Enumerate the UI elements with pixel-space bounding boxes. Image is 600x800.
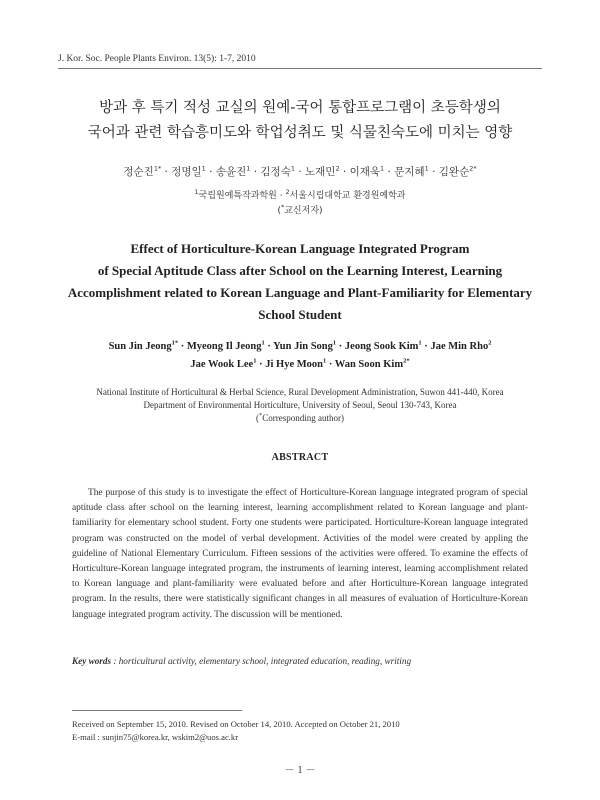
affil-inst: 국립원예특작과학원 ·: [198, 191, 286, 201]
english-title-line: Effect of Horticulture-Korean Language Integrated Program: [130, 241, 470, 256]
keywords: [72, 656, 540, 666]
author-affiliation-mark: 1: [246, 164, 251, 173]
email-addresses: E-mail : sunjin75@korea.kr, wskim2@uos.ac.kr: [72, 732, 239, 742]
author-name: 노재민: [305, 166, 336, 178]
author-separator: ·: [178, 341, 187, 352]
author-separator: ·: [384, 166, 395, 178]
author-name: Ji Hye Moon: [265, 359, 323, 370]
affiliation-line: Department of Environmental Horticulture, University of Seoul, Seoul 130-743, Korea: [143, 400, 457, 410]
author-name: Yun Jin Song: [273, 341, 333, 352]
author-name: Sun Jin Jeong: [108, 341, 172, 352]
english-authors: [40, 338, 560, 374]
corr-text: 교신저자: [284, 206, 320, 216]
korean-title-line: 국어과 관련 학습흥미도와 학업성취도 및 식물친숙도에 미치는 영향: [87, 125, 513, 141]
affil-sup: *: [259, 412, 263, 419]
received-dates: Received on September 15, 2010. Revised on October 14, 2010. Accepted on October 21, 2010: [72, 719, 400, 729]
affil-sup: *: [280, 203, 285, 211]
author-affiliation-mark: 1: [322, 357, 327, 365]
corr-text: Corresponding author: [262, 413, 341, 423]
author-affiliation-mark: 1: [332, 339, 337, 347]
affil-sup: 2: [285, 188, 290, 196]
author-name: Wan Soon Kim: [334, 359, 404, 370]
english-authors-line: [40, 338, 560, 356]
author-name: 김정숙: [260, 166, 291, 178]
korean-affiliation: [40, 189, 560, 219]
author-separator: ·: [326, 359, 335, 370]
english-title-line: of Special Aptitude Class after School on the Learning Interest, Learning: [97, 263, 503, 278]
affil-sup: 1: [194, 188, 199, 196]
english-title: [50, 238, 550, 326]
author-name: Jeong Sook Kim: [344, 341, 419, 352]
author-affiliation-mark: 1: [201, 164, 206, 173]
author-affiliation-mark: 1: [418, 339, 422, 347]
author-name: Jae Wook Lee: [190, 359, 254, 370]
author-affiliation-mark: 1*: [153, 164, 162, 173]
author-affiliation-mark: 1: [290, 164, 295, 173]
author-affiliation-mark: 2: [335, 164, 340, 173]
author-separator: ·: [256, 359, 266, 370]
author-separator: ·: [294, 166, 305, 178]
author-name: 이재욱: [349, 166, 381, 178]
journal-citation: J. Kor. Soc. People Plants Environ. 13(5): 1-7, 2010: [58, 54, 256, 64]
author-name: Myeong Il Jeong: [186, 341, 262, 352]
abstract-heading: ABSTRACT: [271, 452, 329, 463]
author-separator: ·: [161, 166, 172, 178]
footnote-rule: [72, 710, 242, 711]
author-separator: ·: [421, 341, 431, 352]
author-separator: ·: [339, 166, 350, 178]
author-name: 정순진: [123, 166, 154, 178]
korean-title-line: 방과 후 특기 적성 교실의 원예-국어 통합프로그램이 초등학생의: [99, 100, 501, 116]
author-name: 정명일: [171, 166, 202, 178]
english-title-line: School Student: [258, 307, 342, 322]
author-affiliation-mark: 1*: [171, 339, 179, 347]
korean-affiliation-institutions: [40, 189, 560, 204]
header-rule: [58, 68, 542, 69]
keywords-text: : horticultural activity, elementary school, integrated education, reading, writing: [111, 656, 412, 666]
english-affiliation: [40, 386, 560, 425]
author-separator: ·: [336, 341, 345, 352]
author-affiliation-mark: 1: [380, 164, 385, 173]
affiliation-line: National Institute of Horticultural & Herbal Science, Rural Development Administration, Suwon 441-440, Korea: [96, 387, 504, 397]
author-affiliation-mark: 2*: [403, 357, 410, 365]
english-corresponding-note: (*Corresponding author): [256, 412, 344, 423]
author-name: Jae Min Rho: [430, 341, 489, 352]
footnote: [72, 718, 540, 744]
author-name: 문지혜: [394, 166, 425, 178]
author-affiliation-mark: 2: [488, 339, 492, 347]
author-affiliation-mark: 2*: [469, 164, 477, 173]
english-authors-line: [40, 356, 560, 374]
author-affiliation-mark: 1: [261, 339, 265, 347]
page-number: － 1 －: [284, 765, 316, 776]
author-separator: ·: [264, 341, 274, 352]
korean-title: [40, 96, 560, 146]
author-affiliation-mark: 1: [424, 164, 429, 173]
author-separator: ·: [205, 166, 216, 178]
korean-corresponding-note: (*교신저자): [277, 203, 323, 216]
author-name: 송윤진: [215, 166, 247, 178]
keywords-label: Key words: [72, 656, 112, 666]
abstract-body: The purpose of this study is to investigate the effect of Horticulture-Korean language integrated program of special aptitude class after school on the learning interest, learning accomplishment related to Korean language and plant-familiarity for elementary school student. Forty one students were participated. Horticulture-Korean language integrated program was constructed on the model of verbal development. Activities of the model were created by appling the guideline of National Elementary Curriculum. Fifteen sessions of the activities were offered. To examine the effects of Horticulture-Korean language integrated program, the instruments of learning interest, learning accomplishment related to Korean language and plant-familiarity were evaluated before and after Horticulture-Korean language integrated program. In the results, there were statistically significant changes in all measures of evaluation of Horticulture-Korean language integrated program activity. The discussion will be mentioned.: [72, 488, 528, 620]
author-separator: ·: [250, 166, 261, 178]
author-affiliation-mark: 1: [253, 357, 257, 365]
author-separator: ·: [428, 166, 439, 178]
affil-inst: 서울시립대학교 환경원예학과: [289, 191, 406, 201]
english-title-line: Accomplishment related to Korean Language and Plant-Familiarity for Elementary: [67, 285, 533, 300]
korean-authors: [40, 164, 560, 179]
author-name: 김완순: [438, 166, 470, 178]
